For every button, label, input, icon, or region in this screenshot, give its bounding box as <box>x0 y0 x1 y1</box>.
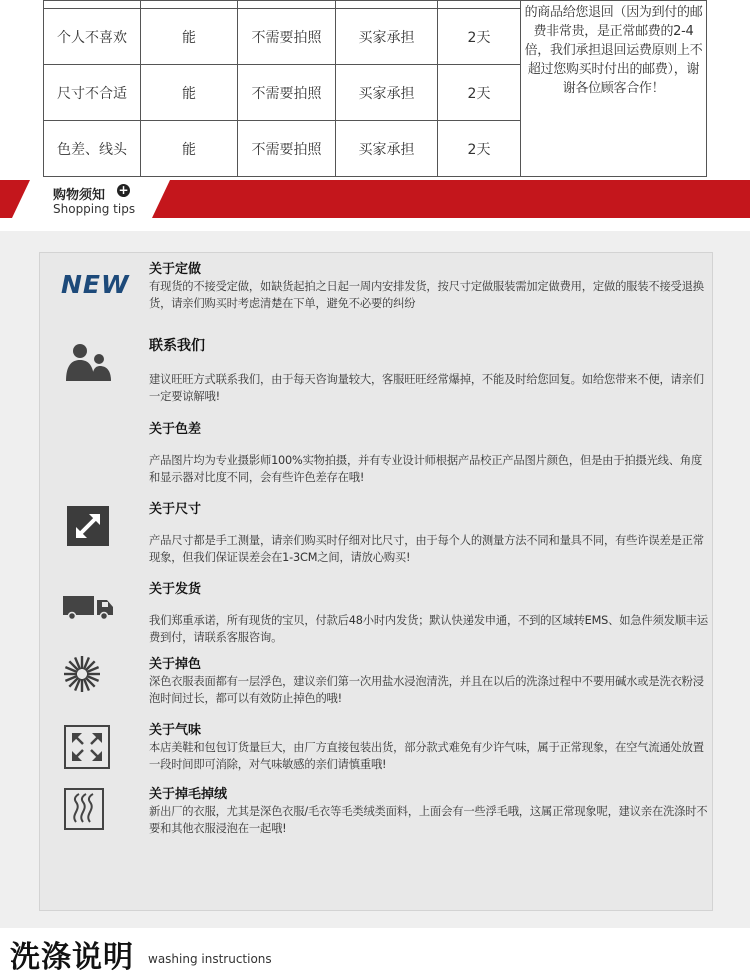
banner-title: 购物须知 <box>53 188 106 203</box>
tip-title: 关于掉毛掉绒 <box>149 787 228 802</box>
table-row <box>44 1 707 9</box>
tip-shipping <box>149 581 711 646</box>
tip-size <box>149 501 711 566</box>
arrows-expand-icon <box>64 725 110 769</box>
plus-icon: + <box>118 183 129 197</box>
tip-title: 关于掉色 <box>149 657 202 672</box>
tip-text: 新出厂的衣服，尤其是深色衣服/毛衣等毛类绒类面料，上面会有一些浮毛哦，这属正常现象呢，建议亲在洗涤时不要和其他衣服浸泡在一起哦! <box>149 805 708 835</box>
return-note: 的商品给您退回（因为到付的邮费非常贵，是正常邮费的2-4倍，我们承担退回运费原则上不超过您购买时付出的邮费），谢谢各位顾客合作！ <box>521 1 707 177</box>
smell-waves-icon <box>64 788 104 830</box>
washing-subtitle: washing instructions <box>148 952 272 966</box>
truck-icon <box>62 594 114 620</box>
tip-smell <box>149 722 711 773</box>
tip-title: 联系我们 <box>149 338 205 354</box>
tip-title: 关于尺寸 <box>149 502 202 517</box>
tip-title: 关于定做 <box>149 262 202 277</box>
tip-contact-us <box>149 338 711 405</box>
tip-fading <box>149 656 711 707</box>
table-row: 色差、线头 能 不需要拍照 买家承担 2天 <box>44 121 707 177</box>
new-icon: NEW <box>61 270 130 299</box>
tip-text: 产品图片均为专业摄影师100%实物拍摄，并有专业设计师根据产品校正产品图片颜色，但是由于拍摄光线、角度和显示器对比度不同，会有些许色差存在哦! <box>149 454 703 484</box>
table-row: 尺寸不合适 能 不需要拍照 买家承担 2天 <box>44 65 707 121</box>
return-policy-table <box>43 0 707 177</box>
resize-arrow-icon <box>67 506 109 546</box>
people-icon <box>65 343 113 381</box>
tip-title: 关于气味 <box>149 723 202 738</box>
tip-text: 我们郑重承诺，所有现货的宝贝，付款后48小时内发货；默认快递发申通，不到的区域转EMS、如急件须发顺丰运费到付，请联系客服咨询。 <box>149 614 708 644</box>
tip-lint <box>149 786 711 837</box>
sunburst-icon <box>63 655 101 693</box>
tip-title: 关于发货 <box>149 582 202 597</box>
tip-custom-order <box>149 261 711 312</box>
washing-title: 洗涤说明 <box>10 940 134 975</box>
tip-text: 产品尺寸都是手工测量，请亲们购买时仔细对比尺寸，由于每个人的测量方法不同和量具不同，有些许误差是正常现象，但我们保证误差会在1-3CM之间，请放心购买! <box>149 534 704 564</box>
tip-text: 深色衣服表面都有一层浮色，建议亲们第一次用盐水浸泡清洗，并且在以后的洗涤过程中不要用碱水或是洗衣粉浸泡时间过长，都可以有效防止掉色的哦! <box>149 675 704 705</box>
table-row: 个人不喜欢 能 不需要拍照 买家承担 2天 <box>44 9 707 65</box>
tip-text: 本店美鞋和包包订货量巨大，由厂方直接包装出货，部分款式难免有少许气味，属于正常现象，在空气流通处放置一段时间即可消除，对气味敏感的亲们请慎重哦! <box>149 741 704 771</box>
tip-color-difference <box>149 421 711 486</box>
tip-text: 建议旺旺方式联系我们，由于每天咨询量较大，客服旺旺经常爆掉，不能及时给您回复。如给您带来不便，请亲们一定要谅解哦! <box>149 373 704 403</box>
tip-text: 有现货的不接受定做，如缺货起拍之日起一周内安排发货，按尺寸定做服装需加定做费用，定做的服装不接受退换货，请亲们购买时考虑清楚在下单，避免不必要的纠纷 <box>149 280 704 310</box>
banner-subtitle: Shopping tips <box>53 202 136 216</box>
tip-title: 关于色差 <box>149 422 202 437</box>
